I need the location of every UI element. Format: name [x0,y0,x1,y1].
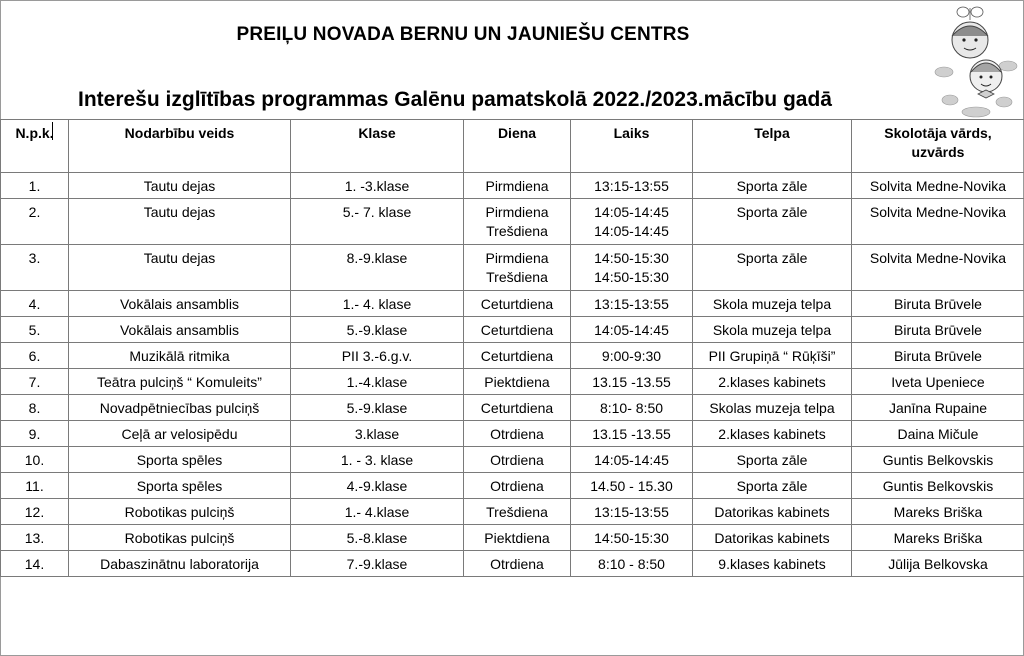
row-number: 6. [1,343,69,369]
row-time [571,245,693,291]
row-number: 8. [1,395,69,421]
row-room: PII Grupiņā “ Rūķīši” [693,343,852,369]
row-class: 5.-9.klase [291,395,464,421]
table-row [1,551,1024,577]
row-teacher: Jūlija Belkovska [852,551,1024,577]
row-class: 7.-9.klase [291,551,464,577]
row-teacher: Guntis Belkovskis [852,447,1024,473]
row-time-line2: 14:05-14:45 [594,223,669,239]
row-room: Datorikas kabinets [693,525,852,551]
document-subtitle: Interešu izglītības programmas Galēnu pamatskolā 2022./2023.mācību gadā [78,88,832,111]
row-class: 8.-9.klase [291,245,464,291]
row-class: 1.-4.klase [291,369,464,395]
table-row [1,447,1024,473]
row-time: 13.15 -13.55 [571,421,693,447]
row-teacher: Daina Mičule [852,421,1024,447]
row-activity: Tautu dejas [69,199,291,245]
row-class: PII 3.-6.g.v. [291,343,464,369]
row-number: 4. [1,291,69,317]
schedule-table [0,119,1024,577]
row-number: 9. [1,421,69,447]
row-room: Skolas muzeja telpa [693,395,852,421]
table-row [1,421,1024,447]
table-row [1,525,1024,551]
row-activity: Ceļā ar velosipēdu [69,421,291,447]
row-room: Sporta zāle [693,173,852,199]
row-room: Sporta zāle [693,199,852,245]
table-row [1,499,1024,525]
row-class: 5.-9.klase [291,317,464,343]
row-day: Ceturtdiena [464,343,571,369]
row-time-line1: 14:50-15:30 [594,250,669,266]
row-day: Ceturtdiena [464,395,571,421]
row-room: Sporta zāle [693,447,852,473]
row-day-line2: Trešdiena [486,223,548,239]
table-row [1,291,1024,317]
row-time: 14:05-14:45 [571,447,693,473]
table-row [1,317,1024,343]
row-time [571,199,693,245]
row-number: 3. [1,245,69,291]
row-teacher: Solvita Medne-Novika [852,173,1024,199]
row-time: 8:10- 8:50 [571,395,693,421]
row-class: 5.- 7. klase [291,199,464,245]
row-activity: Novadpētniecības pulciņš [69,395,291,421]
row-teacher: Iveta Upeniece [852,369,1024,395]
row-room: Skola muzeja telpa [693,291,852,317]
row-number: 12. [1,499,69,525]
row-day-line1: Pirmdiena [485,250,549,266]
row-number: 5. [1,317,69,343]
table-row [1,199,1024,245]
row-teacher: Guntis Belkovskis [852,473,1024,499]
teacher-header-line2: uzvārds [911,144,965,160]
row-day: Piektdiena [464,525,571,551]
row-time: 13:15-13:55 [571,291,693,317]
row-day: Otrdiena [464,421,571,447]
row-teacher: Solvita Medne-Novika [852,199,1024,245]
row-class: 4.-9.klase [291,473,464,499]
row-day: Otrdiena [464,473,571,499]
table-row [1,343,1024,369]
table-header-row [1,120,1024,173]
row-number: 14. [1,551,69,577]
row-time: 13:15-13:55 [571,499,693,525]
row-time: 14:50-15:30 [571,525,693,551]
row-day: Piektdiena [464,369,571,395]
row-class: 1. -3.klase [291,173,464,199]
children-logo-icon [930,2,1022,118]
row-activity: Vokālais ansamblis [69,317,291,343]
row-day: Otrdiena [464,551,571,577]
column-header-room: Telpa [693,120,852,173]
row-number: 7. [1,369,69,395]
row-class: 1.- 4. klase [291,291,464,317]
row-time-line1: 14:05-14:45 [594,204,669,220]
row-activity: Muzikālā ritmika [69,343,291,369]
table-row [1,395,1024,421]
row-room: Sporta zāle [693,245,852,291]
table-row [1,245,1024,291]
row-room: 2.klases kabinets [693,421,852,447]
row-day [464,245,571,291]
row-teacher: Mareks Briška [852,499,1024,525]
row-room: Sporta zāle [693,473,852,499]
table-row [1,369,1024,395]
row-activity: Sporta spēles [69,473,291,499]
row-number: 2. [1,199,69,245]
row-activity: Sporta spēles [69,447,291,473]
row-day [464,199,571,245]
row-day-line2: Trešdiena [486,269,548,285]
row-time: 13:15-13:55 [571,173,693,199]
row-number: 13. [1,525,69,551]
row-day-line1: Pirmdiena [485,204,549,220]
row-room: Skola muzeja telpa [693,317,852,343]
row-time: 14:05-14:45 [571,317,693,343]
row-teacher: Biruta Brūvele [852,291,1024,317]
row-number: 11. [1,473,69,499]
row-time-line2: 14:50-15:30 [594,269,669,285]
row-activity: Tautu dejas [69,245,291,291]
table-row [1,173,1024,199]
row-room: 2.klases kabinets [693,369,852,395]
organization-title: PREIĻU NOVADA BERNU UN JAUNIEŠU CENTRS [236,24,690,45]
row-teacher: Solvita Medne-Novika [852,245,1024,291]
table-row [1,473,1024,499]
row-day: Ceturtdiena [464,317,571,343]
row-time: 9:00-9:30 [571,343,693,369]
row-class: 5.-8.klase [291,525,464,551]
row-class: 1.- 4.klase [291,499,464,525]
row-room: 9.klases kabinets [693,551,852,577]
teacher-header-line1: Skolotāja vārds, [884,125,992,141]
row-activity: Dabaszinātnu laboratorija [69,551,291,577]
row-activity: Robotikas pulciņš [69,525,291,551]
column-header-time: Laiks [571,120,693,173]
row-room: Datorikas kabinets [693,499,852,525]
row-teacher: Biruta Brūvele [852,343,1024,369]
row-number: 1. [1,173,69,199]
row-class: 1. - 3. klase [291,447,464,473]
column-header-day: Diena [464,120,571,173]
row-activity: Robotikas pulciņš [69,499,291,525]
row-teacher: Biruta Brūvele [852,317,1024,343]
row-day: Otrdiena [464,447,571,473]
column-header-number: N.p.k. [1,120,69,173]
row-teacher: Mareks Briška [852,525,1024,551]
row-activity: Teātra pulciņš “ Komuleits” [69,369,291,395]
row-day: Trešdiena [464,499,571,525]
row-class: 3.klase [291,421,464,447]
row-time: 14.50 - 15.30 [571,473,693,499]
column-header-activity: Nodarbību veids [69,120,291,173]
row-activity: Vokālais ansamblis [69,291,291,317]
row-activity: Tautu dejas [69,173,291,199]
row-number: 10. [1,447,69,473]
row-time: 13.15 -13.55 [571,369,693,395]
column-header-teacher [852,120,1024,173]
row-time: 8:10 - 8:50 [571,551,693,577]
row-day: Ceturtdiena [464,291,571,317]
column-header-class: Klase [291,120,464,173]
row-teacher: Janīna Rupaine [852,395,1024,421]
row-day: Pirmdiena [464,173,571,199]
